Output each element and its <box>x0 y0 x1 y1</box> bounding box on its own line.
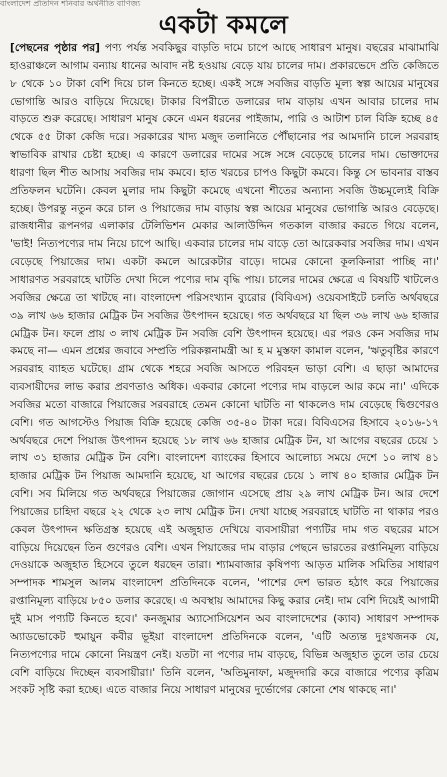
article-body <box>10 40 439 700</box>
previous-article-edge: বাংলাদেশ প্রতিদিন শনিবার অর্থনীতি বাণিজ্য <box>0 0 141 8</box>
continuation-marker: [পেছনের পৃষ্ঠার পর] <box>10 42 100 54</box>
article-column <box>10 40 439 775</box>
article-headline: একটা কমলে <box>158 10 289 39</box>
article-body-text: পণ্য পর্যন্ত সবকিছুর বাড়তি দামে চাপে আছে সাধারণ মানুষ। বছরের মাঝামাঝি হাওরাঞ্চলে আগাম বন্যায় ধানের আবাদ নষ্ট হওয়ায় বেড়ে যায় চালের দাম। প্রকারভেদে প্রতি কেজিতে ৮ থেকে ১০ টাকা বেশি দিয়ে চাল কিনতে হচ্ছে। একই সঙ্গে সবজির বাড়তি মূল্য স্বল্প আয়ের মানুষের ভোগান্তি আরও বাড়িয়ে দিয়েছে। টাকার বিপরীতে ডলারের দাম বাড়ায় এখন আবার চালের দাম বাড়তে শুরু করেছে। সাধারণ মানুষ কেনে এমন ধরনের পাইজাম, পারি ও আটাশ চাল বিক্রি হচ্ছে ৪৫ থেকে ৫৫ টাকা কেজি দরে। সরকারের খাদ্য মজুদ তলানিতে পৌঁছানোর পর আমদানি চালে সরবরাহ স্বাভাবিক রাখার চেষ্টা হচ্ছে। এ কারণে ডলারের দামের সঙ্গে সঙ্গে বেড়েছে চালের দাম। ভোক্তাদের ধারণা ছিল শীত আসায় সবজির দাম কমবে। হাত খরচের চাপও কিছুটা কমবে। কিন্তু সে ভাবনার বাস্তব প্রতিফলন ঘটেনি। কেবল মুলার দাম কিছুটা কমেছে এখনো শীতের অন্যান্য সবজি উচ্চমূল্যেই বিক্রি হচ্ছে। উপরন্তু নতুন করে চাল ও পিয়াজের দাম বাড়ায় স্বল্প আয়ের মানুষের ভোগান্তি আরও বেড়েছে। রাজধানীর রূপনগর এলাকার টেলিভিশন মেকার আলাউদ্দিন গতকাল বাজার করতে গিয়ে বলেন, 'ভাই! নিত্যপণ্যের দাম নিয়ে চাপে আছি। একবার চালের দাম বাড়ে তো আরেকবার সবজির দাম। এখন বেড়েছে পিয়াজের দাম। একটা কমলে আরেকটার বাড়ে। দামের কোনো কূলকিনারা পাচ্ছি না।' সাধারণত সরবরাহে ঘাটতি দেখা দিলে পণ্যের দাম বৃদ্ধি পায়। চালের দামের ক্ষেত্রে এ বিষয়টি খাটলেও সবজির ক্ষেত্রে তা খাটছে না। বাংলাদেশ পরিসংখ্যান ব্যুরোর (বিবিএস) ওয়েবসাইটে চলতি অর্থবছরে ৩৯ লাখ ৬৬ হাজার মেট্রিক টন সবজির উৎপাদন হয়েছে। গত অর্থবছরে যা ছিল ৩৬ লাখ ৬৬ হাজার মেট্রিক টন। ফলে প্রায় ৩ লাখ মেট্রিক টন সবজি বেশি উৎপাদন হয়েছে। এর পরও কেন সবজির দাম কমছে না— এমন প্রশ্নের জবাবে সম্প্রতি পরিকল্পনামন্ত্রী আ হ ম মুস্তফা কামাল বলেন, 'ঋতুবৃষ্টির কারণে সরবরাহ ব্যাহত ঘটেছে। গ্রাম থেকে শহরে সবজি আসতে পরিবহন ভাড়া বেশি। এ ছাড়া আমাদের ব্যবসায়ীদের লাভ করার প্রবণতাও অধিক। একবার কোনো পণ্যের দাম বাড়লে আর কমে না।' এদিকে সবজির মতো বাজারে পিয়াজের সরবরাহে তেমন কোনো ঘাটতি না থাকলেও দাম বেড়েছে দ্বিগুণেরও বেশি। গত আগস্টেও পিয়াজ বিক্রি হয়েছে কেজি ৩৫-৪০ টাকা দরে। বিবিএসের হিসাবে ২০১৬-১৭ অর্থবছরে দেশে পিয়াজ উৎপাদন হয়েছে ১৮ লাখ ৬৬ হাজার মেট্রিক টন, যা আগের বছরের চেয়ে ১ লাখ ৩১ হাজার মেট্রিক টন বেশি। বাংলাদেশ ব্যাংকের হিসাবে আলোচ্য সময়ে দেশে ১০ লাখ ৪১ হাজার মেট্রিক টন পিয়াজ আমদানি হয়েছে, যা আগের বছরের চেয়ে ১ লাখ ৪০ হাজার মেট্রিক টন বেশি। সব মিলিয়ে গত অর্থবছরে পিয়াজের জোগান এসেছে প্রায় ২৯ লাখ মেট্রিক টন। আর দেশে পিয়াজের চাহিদা বছরে ২২ থেকে ২৩ লাখ মেট্রিক টন। দেখা যাচ্ছে সরবরাহে ঘাটতি না থাকার পরও কেবল উৎপাদন ক্ষতিগ্রস্ত হয়েছে এই অজুহাত দেখিয়ে ব্যবসায়ীরা পণ্যটির দাম গত বছরের মাসে বাড়িয়ে দিয়েছেন তিন গুণেরও বেশি। এখন পিয়াজের দাম বাড়ার পেছনে ভারতের রপ্তানিমূল্য বাড়িয়ে দেওয়াকে অজুহাত হিসেবে তুলে ধরছেন তারা। শ্যামবাজার কৃষিপণ্য আড়ত মালিক সমিতির সাধারণ সম্পাদক শামসুল আলম বাংলাদেশ প্রতিদিনকে বলেন, 'পাশের দেশ ভারত হঠাৎ করে পিয়াজের রপ্তানিমূল্য বাড়িয়ে ৮৫০ ডলার করেছে। এ অবস্থায় আমাদের কিছু করার নেই। দাম বেশি দিয়েই আগামী দুই মাস পণ্যটি কিনতে হবে।' কনজুমার অ্যাসোসিয়েশন অব বাংলাদেশের (ক্যাব) সাধারণ সম্পাদক অ্যাডভোকেট হুমায়ুন কবীর ভূইয়া বাংলাদেশ প্রতিদিনকে বলেন, 'এটি অত্যন্ত দুঃখজনক যে, নিত্যপণ্যের দামে কোনো নিয়ন্ত্রণ নেই। যতটা না পণ্যের দাম বাড়ছে, বিভিন্ন অজুহাত তুলে তার চেয়ে বেশি বাড়িয়ে দিচ্ছেন ব্যবসায়ীরা।' তিনি বলেন, 'অতিমুনাফা, মজুদদারি করে বাজারে পণ্যের কৃত্রিম সংকট সৃষ্টি করা হচ্ছে। এতে বাজার নিয়ে সাধারণ মানুষের দুর্ভোগের কোনো শেষ থাকছে না।' <box>10 42 439 697</box>
